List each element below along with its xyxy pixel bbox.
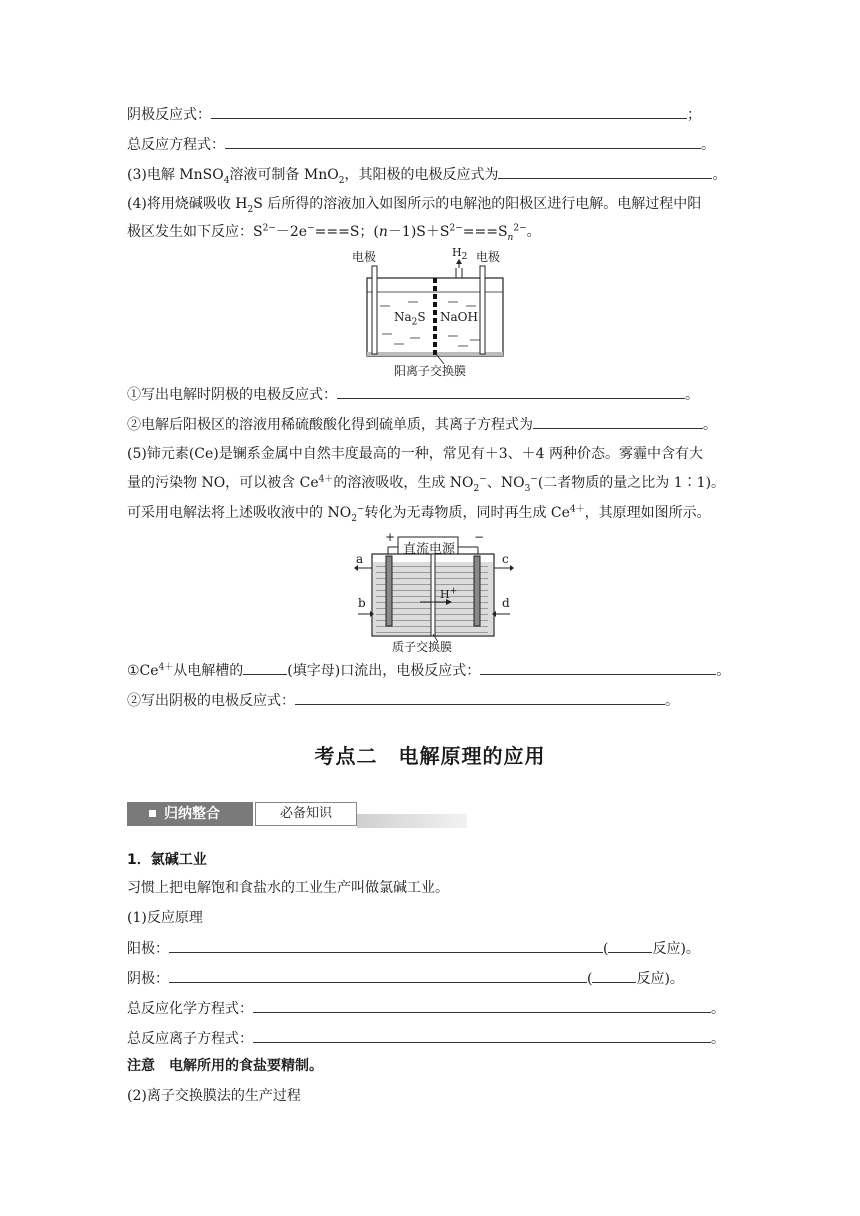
total-chemical-equation-line: 总反应化学方程式： 。 xyxy=(127,998,725,1018)
answer-blank[interactable] xyxy=(337,384,685,399)
electrolysis-cell-figure xyxy=(352,248,512,380)
port-d-label: d xyxy=(502,596,510,610)
answer-blank[interactable] xyxy=(253,998,711,1013)
right-electrode-label: 电极 xyxy=(476,250,501,264)
answer-blank[interactable] xyxy=(295,690,665,705)
port-c-label: c xyxy=(502,552,509,566)
item-1-heading: 1．氯碱工业 xyxy=(127,852,207,868)
section-title: 考点二 电解原理的应用 xyxy=(314,744,546,768)
dc-power-label: 直流电源 xyxy=(402,542,455,557)
question-5-line3: 可采用电解法将上述吸收液中的 $NO_2^-$转化为无毒物质，同时再生成 $Ce^{4+}$，其原理如图所示。 xyxy=(127,504,711,524)
answer-blank[interactable] xyxy=(592,968,636,983)
total-reaction-line: 总反应方程式： 。 xyxy=(127,134,715,154)
answer-blank[interactable] xyxy=(253,1028,711,1043)
note-line: 注意 电解所用的食盐要精制。 xyxy=(127,1058,323,1074)
banner-right: 必备知识 xyxy=(255,802,357,826)
total-ionic-equation-line: 总反应离子方程式： 。 xyxy=(127,1028,725,1048)
hydrogen-ion-label: H+ xyxy=(440,586,458,601)
answer-blank[interactable] xyxy=(480,660,716,675)
cathode-line: 阴极： ( 反应)。 xyxy=(127,968,684,988)
hydrogen-gas-label: $H_2$ xyxy=(452,246,468,263)
positive-terminal-label: + xyxy=(385,530,396,544)
question-3: (3)电解 MnSO$_4$溶液可制备 MnO$_2$，其阳极的电极反应式为 。 xyxy=(127,164,726,184)
sub-2-heading: (2)离子交换膜法的生产过程 xyxy=(127,1088,301,1104)
question-5-line1: (5)铈元素(Ce)是镧系金属中自然丰度最高的一种，常见有＋3、＋4 两种价态。雾霾中含有大 xyxy=(127,446,704,462)
intro-text: 习惯上把电解饱和食盐水的工业生产叫做氯碱工业。 xyxy=(127,880,449,896)
answer-blank[interactable] xyxy=(608,938,652,953)
question-4-line2: 极区发生如下反应：$S^{2-}-2e^-===S$；$(n-1)S+S^{2-}===S_n^{2-}$。 xyxy=(127,223,541,243)
sub-1-heading: (1)反应原理 xyxy=(127,910,203,926)
cation-exchange-membrane-label: 阳离子交换膜 xyxy=(394,364,467,378)
banner-gradient-rule xyxy=(357,814,467,828)
anode-line: 阳极： ( 反应)。 xyxy=(127,938,700,958)
question-4-sub1: ①写出电解时阴极的电极反应式： 。 xyxy=(127,384,699,404)
banner-left: 归纳整合 xyxy=(127,802,253,826)
left-electrode-label: 电极 xyxy=(352,250,377,264)
question-5-sub2: ②写出阴极的电极反应式： 。 xyxy=(127,690,679,710)
answer-blank[interactable] xyxy=(211,104,687,119)
answer-blank[interactable] xyxy=(169,938,603,953)
answer-blank[interactable] xyxy=(169,968,587,983)
answer-blank[interactable] xyxy=(243,660,287,675)
proton-exchange-membrane-label: 质子交换膜 xyxy=(392,640,453,654)
sodium-sulfide-label: $Na_2S$ xyxy=(394,310,426,328)
answer-blank[interactable] xyxy=(225,134,701,149)
question-5-line2: 量的污染物 NO，可以被含 $Ce^{4+}$的溶液吸收，生成 $NO_2^-$、$NO_3^-$(二者物质的量之比为 1∶1)。 xyxy=(127,474,726,494)
cathode-reaction-line: 阴极反应式： ； xyxy=(127,104,701,124)
question-4-sub2: ②电解后阳极区的溶液用稀硫酸酸化得到硫单质，其离子方程式为 。 xyxy=(127,414,717,434)
negative-terminal-label: − xyxy=(474,530,485,544)
port-b-label: b xyxy=(358,596,366,610)
square-bullet-icon xyxy=(149,810,156,817)
section-banner xyxy=(127,802,467,828)
sodium-hydroxide-label: NaOH xyxy=(440,310,478,324)
question-4-line1: (4)将用烧碱吸收 $H_2S$ 后所得的溶液加入如图所示的电解池的阳极区进行电解。电解过程中阳 xyxy=(127,196,702,215)
cerium-electrolysis-figure xyxy=(354,532,514,652)
answer-blank[interactable] xyxy=(533,414,703,429)
port-a-label: a xyxy=(356,552,364,566)
question-5-sub1: $①Ce^{4+}$从电解槽的 (填字母)口流出，电极反应式： 。 xyxy=(127,660,730,680)
answer-blank[interactable] xyxy=(498,164,712,179)
